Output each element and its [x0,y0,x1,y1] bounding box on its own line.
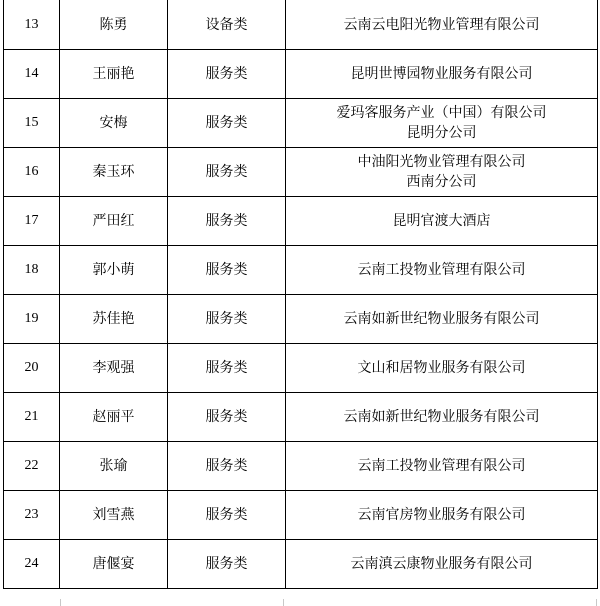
company-cell [286,344,598,393]
company-cell [286,540,598,589]
column-edge [60,599,61,606]
column-edge [596,599,597,606]
table-row [4,148,598,197]
category-cell: 服务类 [168,148,286,197]
person-name-cell: 张瑜 [60,442,168,491]
table-row [4,491,598,540]
company-cell [286,99,598,148]
category-cell: 服务类 [168,540,286,589]
company-cell [286,197,598,246]
person-name-cell: 安梅 [60,99,168,148]
table-row [4,246,598,295]
table-row [4,344,598,393]
company-name-line: 云南工投物业管理有限公司 [357,262,526,278]
row-number-cell: 16 [4,148,60,197]
row-number-cell: 18 [4,246,60,295]
table-row [4,99,598,148]
company-name-line: 昆明官渡大酒店 [392,213,491,229]
company-name-line: 云南云电阳光物业管理有限公司 [343,16,540,33]
person-name-cell: 刘雪燕 [60,491,168,540]
company-name-line: 昆明世博园物业服务有限公司 [350,66,533,82]
company-name-line: 文山和居物业服务有限公司 [357,360,526,376]
category-cell: 服务类 [168,491,286,540]
table-bottom-edge [0,599,600,606]
column-edge [283,599,284,606]
company-cell [286,295,598,344]
person-name-cell: 陈勇 [60,0,168,50]
person-name-cell: 赵丽平 [60,393,168,442]
person-name-cell: 严田红 [60,197,168,246]
row-number-cell: 24 [4,540,60,589]
category-cell: 服务类 [168,393,286,442]
company-cell [286,0,598,50]
company-name-line: 昆明分公司 [406,125,477,141]
company-cell [286,393,598,442]
company-name-line: 西南分公司 [406,174,477,190]
category-cell: 服务类 [168,344,286,393]
table-row [4,540,598,589]
person-name-cell: 苏佳艳 [60,295,168,344]
company-name-line: 云南如新世纪物业服务有限公司 [343,409,540,425]
table-row [4,393,598,442]
category-cell: 服务类 [168,442,286,491]
row-number-cell: 14 [4,50,60,99]
row-number-cell: 15 [4,99,60,148]
row-number-cell: 22 [4,442,60,491]
category-cell: 服务类 [168,295,286,344]
company-name-line: 云南如新世纪物业服务有限公司 [343,311,540,327]
company-cell [286,50,598,99]
person-name-cell: 唐偃宴 [60,540,168,589]
company-cell [286,246,598,295]
row-number-cell: 17 [4,197,60,246]
table-row [4,442,598,491]
category-cell: 服务类 [168,50,286,99]
person-name-cell: 郭小萌 [60,246,168,295]
table-row [4,50,598,99]
staff-table [3,0,598,589]
category-cell: 服务类 [168,246,286,295]
table-row [4,197,598,246]
table-row [4,0,598,50]
company-cell [286,442,598,491]
category-cell: 设备类 [168,0,286,50]
person-name-cell: 李观强 [60,344,168,393]
company-name-line: 云南滇云康物业服务有限公司 [350,556,533,572]
company-name-line: 云南官房物业服务有限公司 [357,507,526,523]
person-name-cell: 王丽艳 [60,50,168,99]
company-name-line: 爱玛客服务产业（中国）有限公司 [336,105,547,121]
category-cell: 服务类 [168,99,286,148]
company-cell [286,491,598,540]
row-number-cell: 20 [4,344,60,393]
row-number-cell: 21 [4,393,60,442]
category-cell: 服务类 [168,197,286,246]
company-name-line: 云南工投物业管理有限公司 [357,458,526,474]
row-number-cell: 23 [4,491,60,540]
table-row [4,295,598,344]
row-number-cell: 13 [4,0,60,50]
staff-table-body [4,0,598,589]
row-number-cell: 19 [4,295,60,344]
company-name-line: 中油阳光物业管理有限公司 [357,154,526,170]
person-name-cell: 秦玉环 [60,148,168,197]
company-cell [286,148,598,197]
